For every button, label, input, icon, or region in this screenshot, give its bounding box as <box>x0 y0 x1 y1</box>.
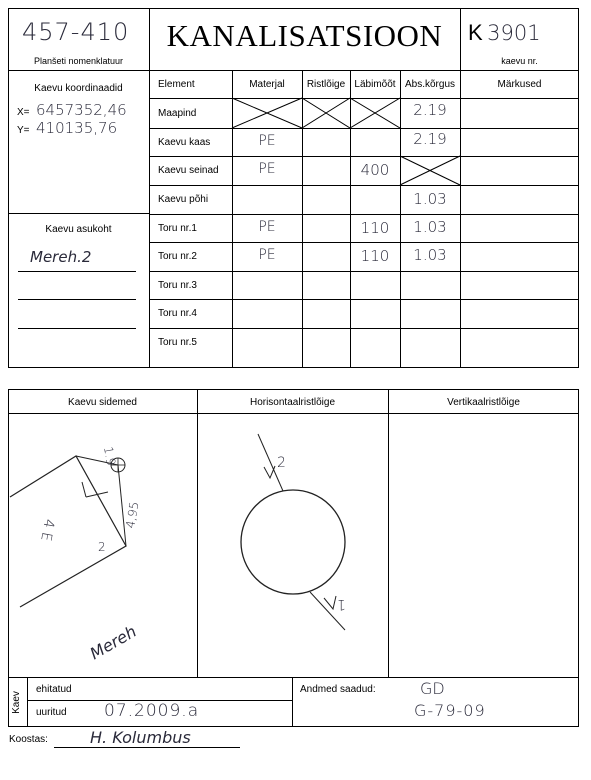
cell-kaas-material: PE <box>258 133 276 149</box>
built-label: ehitatud <box>36 684 72 695</box>
coordinates-label: Kaevu koordinaadid <box>34 83 123 94</box>
cell-maapind-abs: 2.19 <box>413 101 447 119</box>
location-label: Kaevu asukoht <box>45 224 112 235</box>
col-header-diameter: Läbimõõt <box>354 79 396 90</box>
row-label-kaevu-seinad: Kaevu seinad <box>158 165 219 176</box>
row-label-toru-5: Toru nr.5 <box>158 337 197 348</box>
x-value: 6457352,46 <box>36 101 127 119</box>
nomenclature-value: 457-410 <box>22 18 130 46</box>
x-label: X= <box>17 107 30 118</box>
footer-mid-divider <box>292 677 293 727</box>
tie-dim-a: 1.9 <box>100 445 119 467</box>
y-value: 410135,76 <box>36 119 118 137</box>
cell-toru2-material: PE <box>258 247 276 263</box>
page-title: KANALISATSIOON <box>166 18 443 53</box>
cell-kaas-abs: 2.19 <box>413 130 447 148</box>
row-label-kaevu-pohi: Kaevu põhi <box>158 194 209 205</box>
row-label-maapind: Maapind <box>158 108 197 119</box>
cell-pohi-abs: 1.03 <box>413 190 447 208</box>
compiled-value: H. Kolumbus <box>90 728 191 747</box>
well-prefix: K <box>468 20 483 45</box>
sketch-title-horizontal: Horisontaalristlõige <box>249 397 336 408</box>
sketch-title-sidemed: Kaevu sidemed <box>68 397 137 408</box>
data-source-value-2: G-79-09 <box>414 701 486 720</box>
compiled-underline <box>54 747 240 748</box>
row-label-kaevu-kaas: Kaevu kaas <box>158 137 211 148</box>
row-label-toru-4: Toru nr.4 <box>158 308 197 319</box>
data-source-value-1: GD <box>420 679 445 698</box>
tie-dim-b: 4,95 <box>123 500 142 530</box>
cell-toru2-abs: 1.03 <box>413 246 447 264</box>
pipe-out-label: 1 <box>337 596 346 612</box>
footer-side-label: Kaev <box>10 691 22 714</box>
cell-seinad-diameter: 400 <box>360 161 390 179</box>
col-header-abs-height: Abs.kõrgus <box>404 79 456 90</box>
pipe-in-label: 2 <box>277 455 286 471</box>
renovated-value: 07.2009.a <box>104 701 200 721</box>
nomenclature-label: Planšeti nomenklatuur <box>33 56 124 66</box>
row-label-toru-3: Toru nr.3 <box>158 280 197 291</box>
compiled-label: Koostas: <box>9 734 48 745</box>
cell-toru2-diameter: 110 <box>360 247 390 265</box>
cell-seinad-material: PE <box>258 161 276 177</box>
cell-toru1-abs: 1.03 <box>413 218 447 236</box>
data-source-label: Andmed saadud: <box>300 684 376 695</box>
row-label-toru-2: Toru nr.2 <box>158 251 197 262</box>
cell-toru1-material: PE <box>258 219 276 235</box>
sketch-title-vertical: Vertikaalristlõige <box>447 397 520 408</box>
col-header-material: Materjal <box>249 79 285 90</box>
footer-side-divider <box>27 677 28 727</box>
tie-street-label: Mereh <box>86 621 140 664</box>
cell-toru1-diameter: 110 <box>360 219 390 237</box>
col-header-remarks: Märkused <box>497 79 542 90</box>
col-header-element: Element <box>158 79 195 90</box>
tie-house-label: 4 E <box>37 517 57 543</box>
well-label: kaevu nr. <box>501 56 538 66</box>
well-value: 3901 <box>487 21 541 45</box>
row-label-toru-1: Toru nr.1 <box>158 223 197 234</box>
tie-dim-c: 2 <box>98 540 106 554</box>
location-value: Mereh.2 <box>30 248 92 266</box>
col-header-cross-section: Ristlõige <box>306 79 346 90</box>
y-label: Y= <box>17 125 30 136</box>
renovated-label: uuritud <box>36 707 67 718</box>
